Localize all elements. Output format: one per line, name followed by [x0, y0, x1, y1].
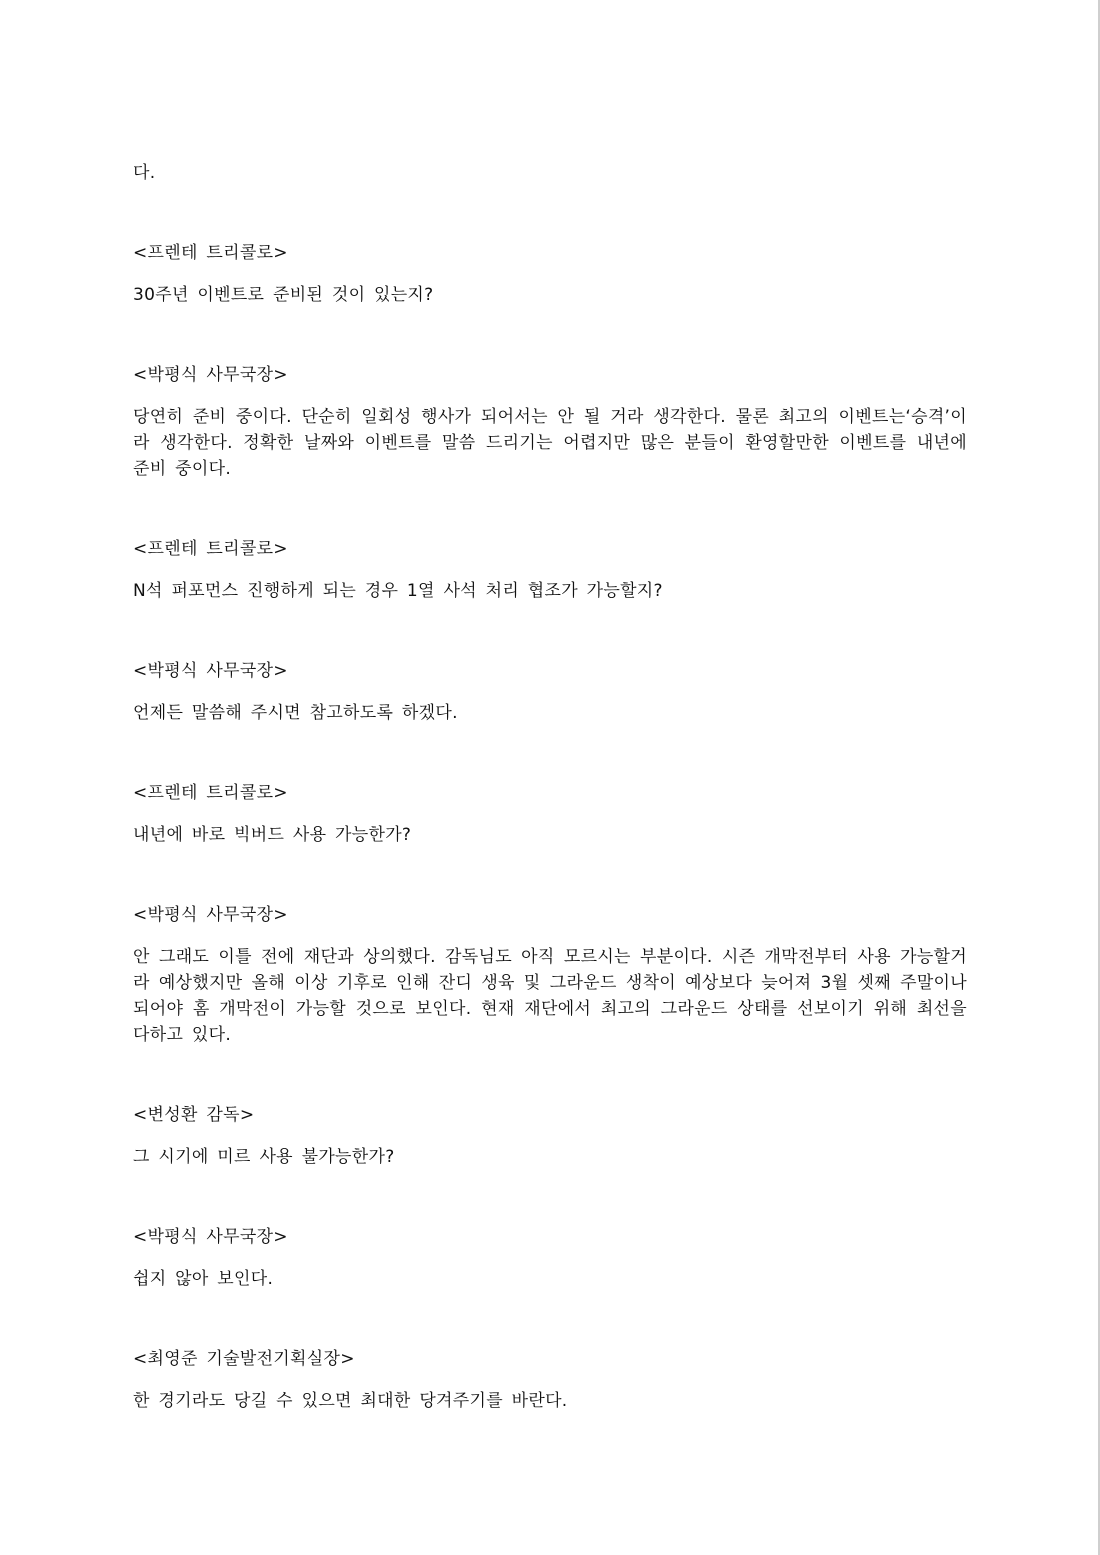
speech-text: 30주년 이벤트로 준비된 것이 있는지?	[133, 285, 434, 305]
continued-text: 다.	[133, 163, 156, 183]
speaker-label: <프렌테 트리콜로>	[133, 243, 288, 263]
speaker-label: <변성환 감독>	[133, 1105, 255, 1125]
document-body	[133, 160, 967, 1414]
speech-text: 쉽지 않아 보인다.	[133, 1269, 274, 1289]
speech-text: 내년에 바로 빅버드 사용 가능한가?	[133, 825, 412, 845]
speaker-label: <박평식 사무국장>	[133, 365, 288, 385]
speech-text: N석 퍼포먼스 진행하게 되는 경우 1열 사석 처리 협조가 가능할지?	[133, 581, 663, 601]
speaker-label: <박평식 사무국장>	[133, 1227, 288, 1247]
speaker-label: <프렌테 트리콜로>	[133, 539, 288, 559]
speech-text: 언제든 말씀해 주시면 참고하도록 하겠다.	[133, 703, 458, 723]
speech-text: 당연히 준비 중이다. 단순히 일회성 행사가 되어서는 안 될 거라 생각한다. 물론 최고의 이벤트는‘승격’이라 생각한다. 정확한 날짜와 이벤트를 말씀 드리기는 어렵지만 많은 분들이 환영할만한 이벤트를 내년에 준비 중이다.	[133, 407, 967, 479]
speech-text: 한 경기라도 당길 수 있으면 최대한 당겨주기를 바란다.	[133, 1391, 568, 1411]
speaker-label: <박평식 사무국장>	[133, 905, 288, 925]
speaker-label: <프렌테 트리콜로>	[133, 783, 288, 803]
speech-text: 안 그래도 이틀 전에 재단과 상의했다. 감독님도 아직 모르시는 부분이다. 시즌 개막전부터 사용 가능할거라 예상했지만 올해 이상 기후로 인해 잔디 생육 및 그라운드 생착이 예상보다 늦어져 3월 셋째 주말이나 되어야 홈 개막전이 가능할 것으로 보인다. 현재 재단에서 최고의 그라운드 상태를 선보이기 위해 최선을 다하고 있다.	[133, 947, 967, 1045]
speaker-label: <최영준 기술발전기획실장>	[133, 1349, 355, 1369]
speaker-label: <박평식 사무국장>	[133, 661, 288, 681]
speech-text: 그 시기에 미르 사용 불가능한가?	[133, 1147, 395, 1167]
